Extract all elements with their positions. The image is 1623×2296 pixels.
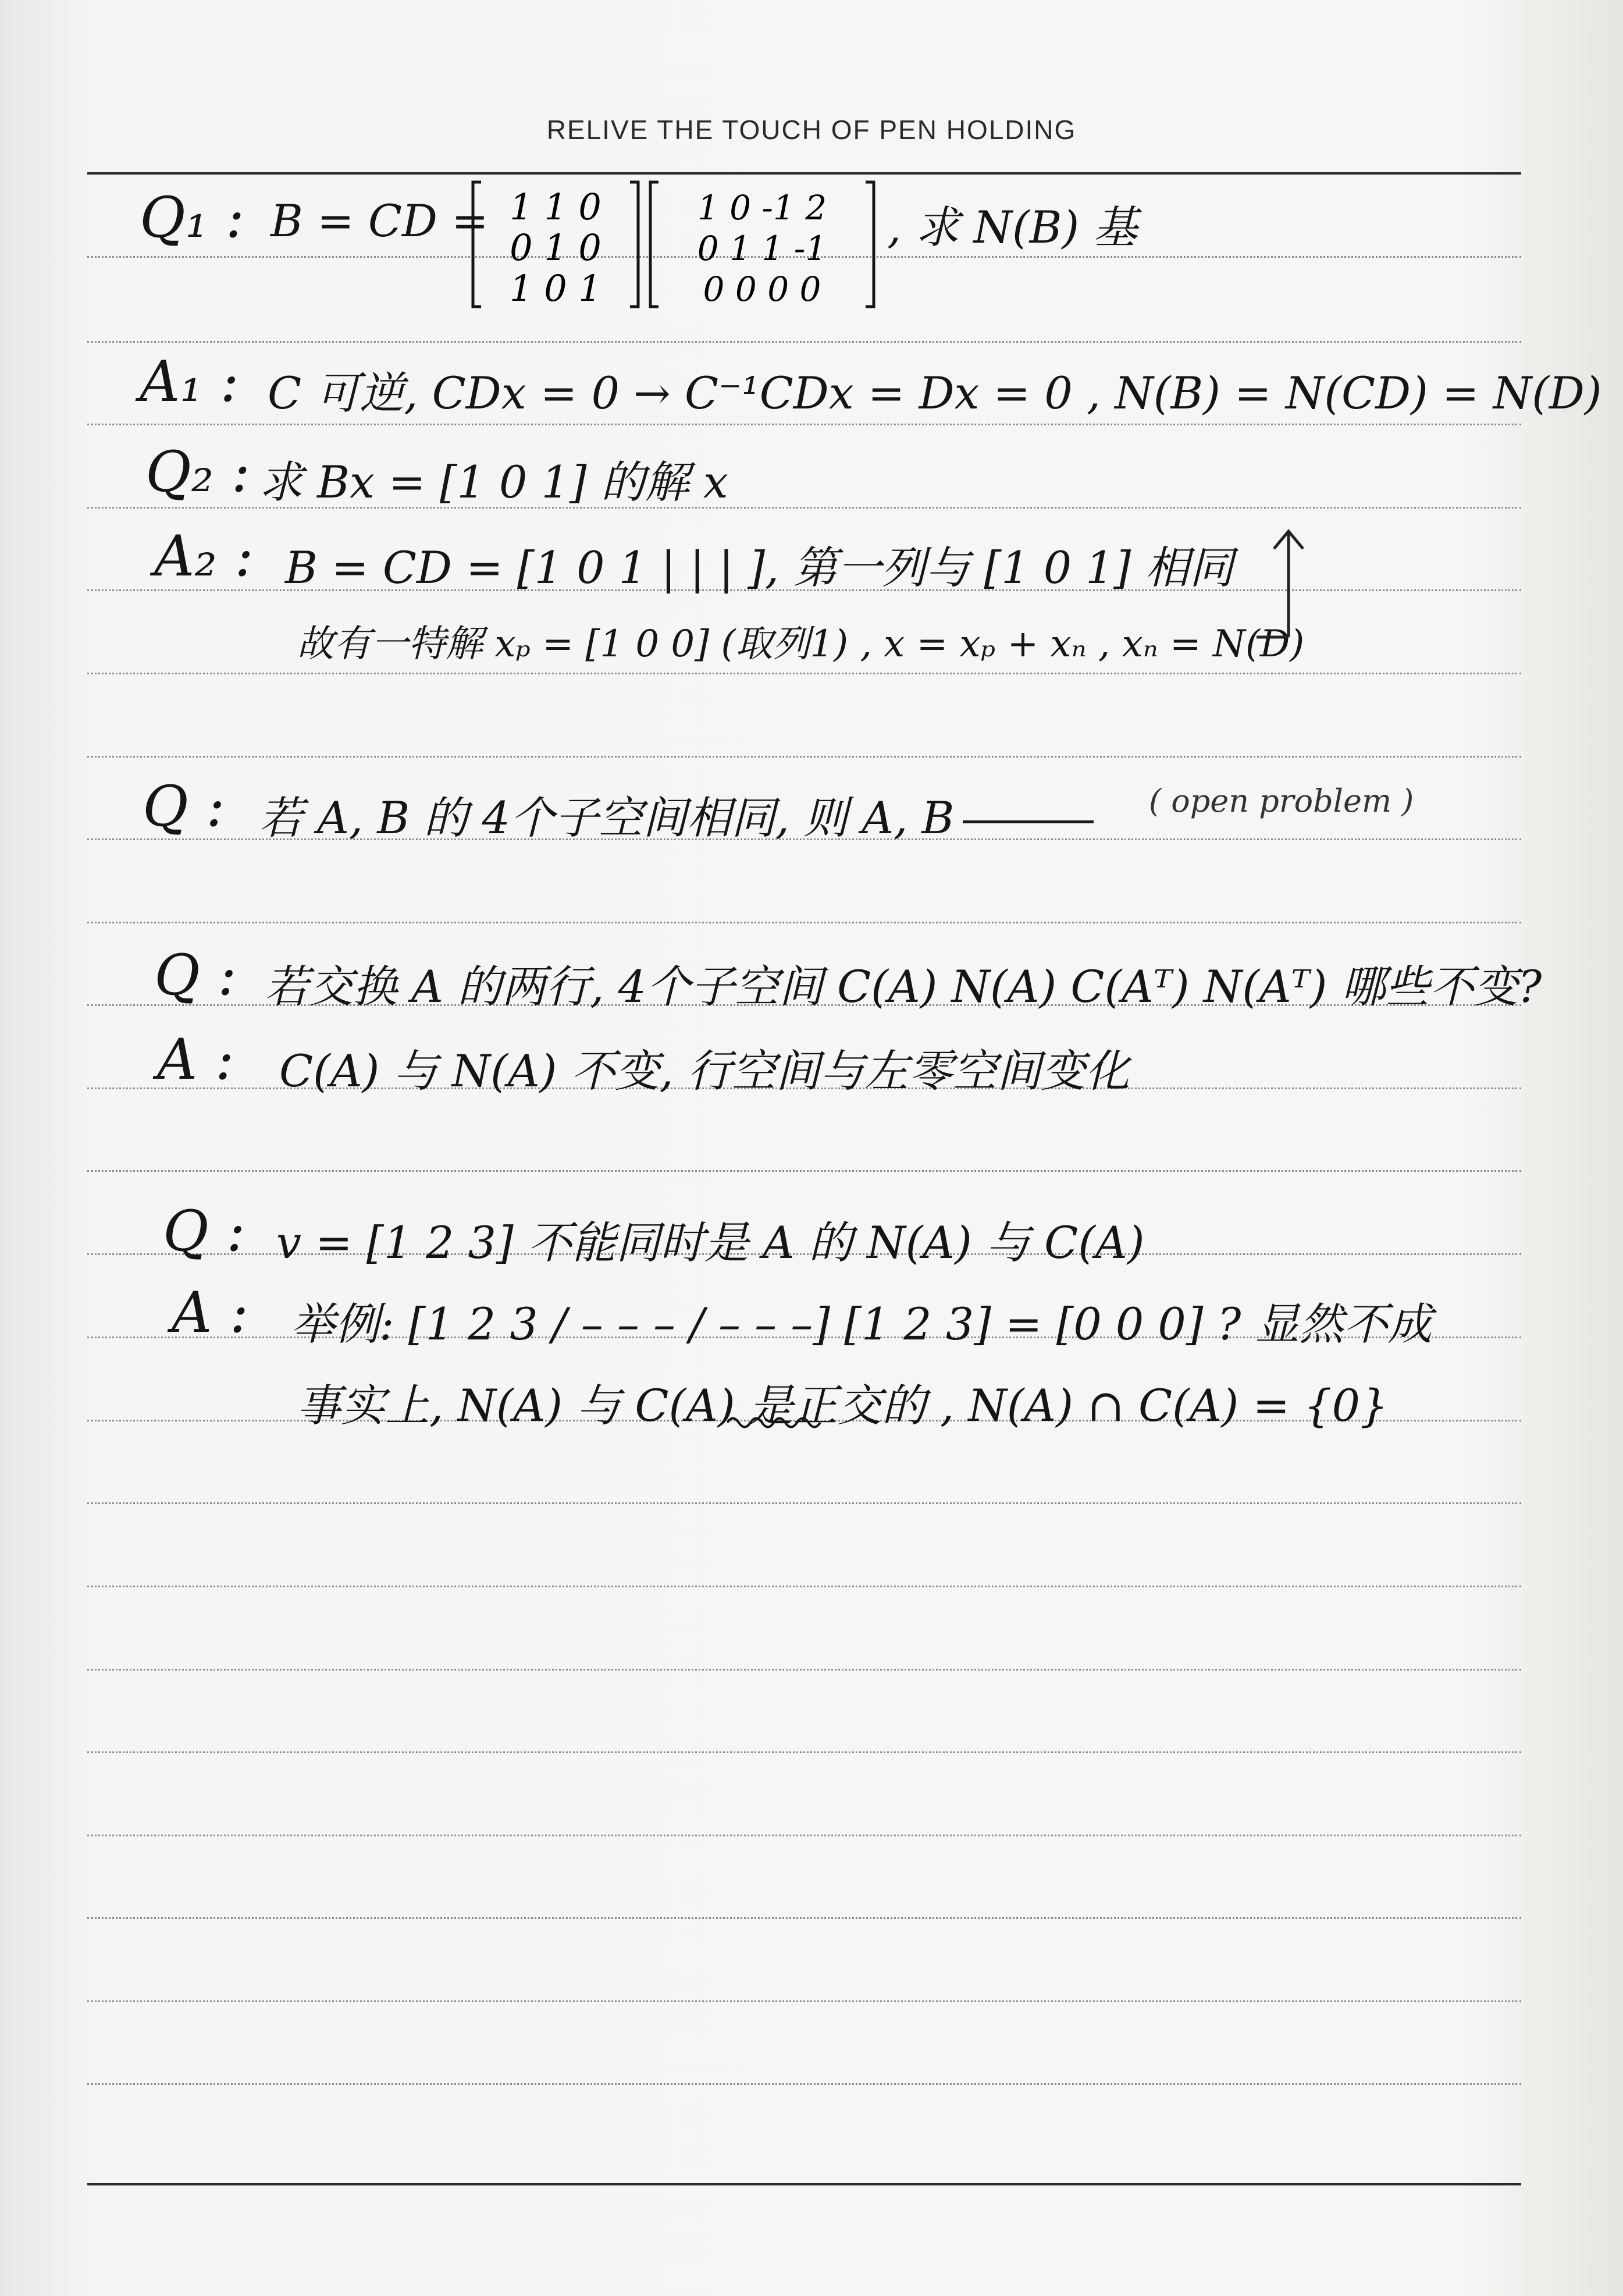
matrix-c-row: 0 1 0 bbox=[510, 226, 601, 269]
q3-note: ( open problem ) bbox=[1149, 783, 1414, 819]
a4-label: A : bbox=[157, 1027, 234, 1092]
q5-text: v = [1 2 3] 不能同时是 A 的 N(A) 与 C(A) bbox=[276, 1217, 1145, 1268]
matrix-c-row: 1 1 0 bbox=[510, 186, 601, 228]
ruled-line bbox=[87, 1669, 1521, 1671]
ruled-line bbox=[87, 673, 1521, 674]
q1-tail: , 求 N(B) 基 bbox=[887, 201, 1138, 253]
ruled-line bbox=[87, 1170, 1521, 1172]
top-rule bbox=[87, 172, 1521, 175]
a5-text: 举例: [1 2 3 / – – – / – – –] [1 2 3] = [0 0 0] ? 显然不成 bbox=[291, 1298, 1432, 1350]
ruled-line bbox=[87, 1586, 1521, 1587]
ruled-line bbox=[87, 1751, 1521, 1753]
matrix-d-row: 0 0 0 0 bbox=[703, 269, 821, 309]
ruled-line bbox=[87, 922, 1521, 923]
ruled-line bbox=[87, 756, 1521, 758]
ruled-line bbox=[87, 2083, 1521, 2085]
answer-blank bbox=[963, 820, 1094, 823]
matrix-c-row: 1 0 1 bbox=[510, 267, 601, 310]
matrix-d bbox=[646, 177, 878, 311]
matrix-c bbox=[468, 177, 643, 311]
a4-text: C(A) 与 N(A) 不变, 行空间与左零空间变化 bbox=[279, 1045, 1130, 1097]
a1-text: C 可逆, CDx = 0 → C⁻¹CDx = Dx = 0 , N(B) = N(CD) = N(D) bbox=[268, 367, 1602, 419]
a2-text-line2: 故有一特解 xₚ = [1 0 0] (取列1) , x = xₚ + xₙ , xₙ = N(D) bbox=[297, 623, 1305, 666]
q3-label: Q : bbox=[143, 774, 225, 839]
a5-text-line2: 事实上, N(A) 与 C(A) 是正交的 , N(A) ∩ C(A) = {0} bbox=[297, 1380, 1389, 1431]
ruled-line bbox=[87, 1917, 1521, 1919]
ruled-line bbox=[87, 424, 1521, 425]
a2-label: A₂ : bbox=[154, 524, 254, 589]
q5-label: Q : bbox=[163, 1199, 245, 1264]
a2-text: B = CD = [1 0 1 | | | ], 第一列与 [1 0 1] 相同 bbox=[285, 542, 1234, 593]
q2-text: 求 Bx = [1 0 1] 的解 x bbox=[259, 456, 728, 508]
wavy-underline bbox=[727, 1414, 826, 1431]
page-header: RELIVE THE TOUCH OF PEN HOLDING bbox=[546, 115, 1077, 145]
ruled-line bbox=[87, 1835, 1521, 1836]
a1-label: A₁ : bbox=[140, 349, 239, 414]
matrix-d-row: 0 1 1 -1 bbox=[697, 229, 827, 268]
q1-text: B = CD = bbox=[270, 195, 489, 247]
q4-text: 若交换 A 的两行, 4个子空间 C(A) N(A) C(Aᵀ) N(Aᵀ) 哪些不变? bbox=[265, 961, 1542, 1012]
q4-label: Q : bbox=[154, 943, 237, 1008]
q2-label: Q₂ : bbox=[145, 439, 251, 504]
bottom-rule bbox=[87, 2183, 1521, 2185]
q3-text: 若 A, B 的 4个子空间相同, 则 A, B bbox=[259, 792, 955, 844]
matrix-d-row: 1 0 -1 2 bbox=[697, 188, 827, 228]
a5-label: A : bbox=[172, 1280, 249, 1345]
ruled-line bbox=[87, 1502, 1521, 1504]
q1-label: Q₁ : bbox=[140, 185, 245, 250]
ruled-line bbox=[87, 2000, 1521, 2002]
up-arrow-icon bbox=[1251, 527, 1321, 643]
ruled-line bbox=[87, 341, 1521, 343]
